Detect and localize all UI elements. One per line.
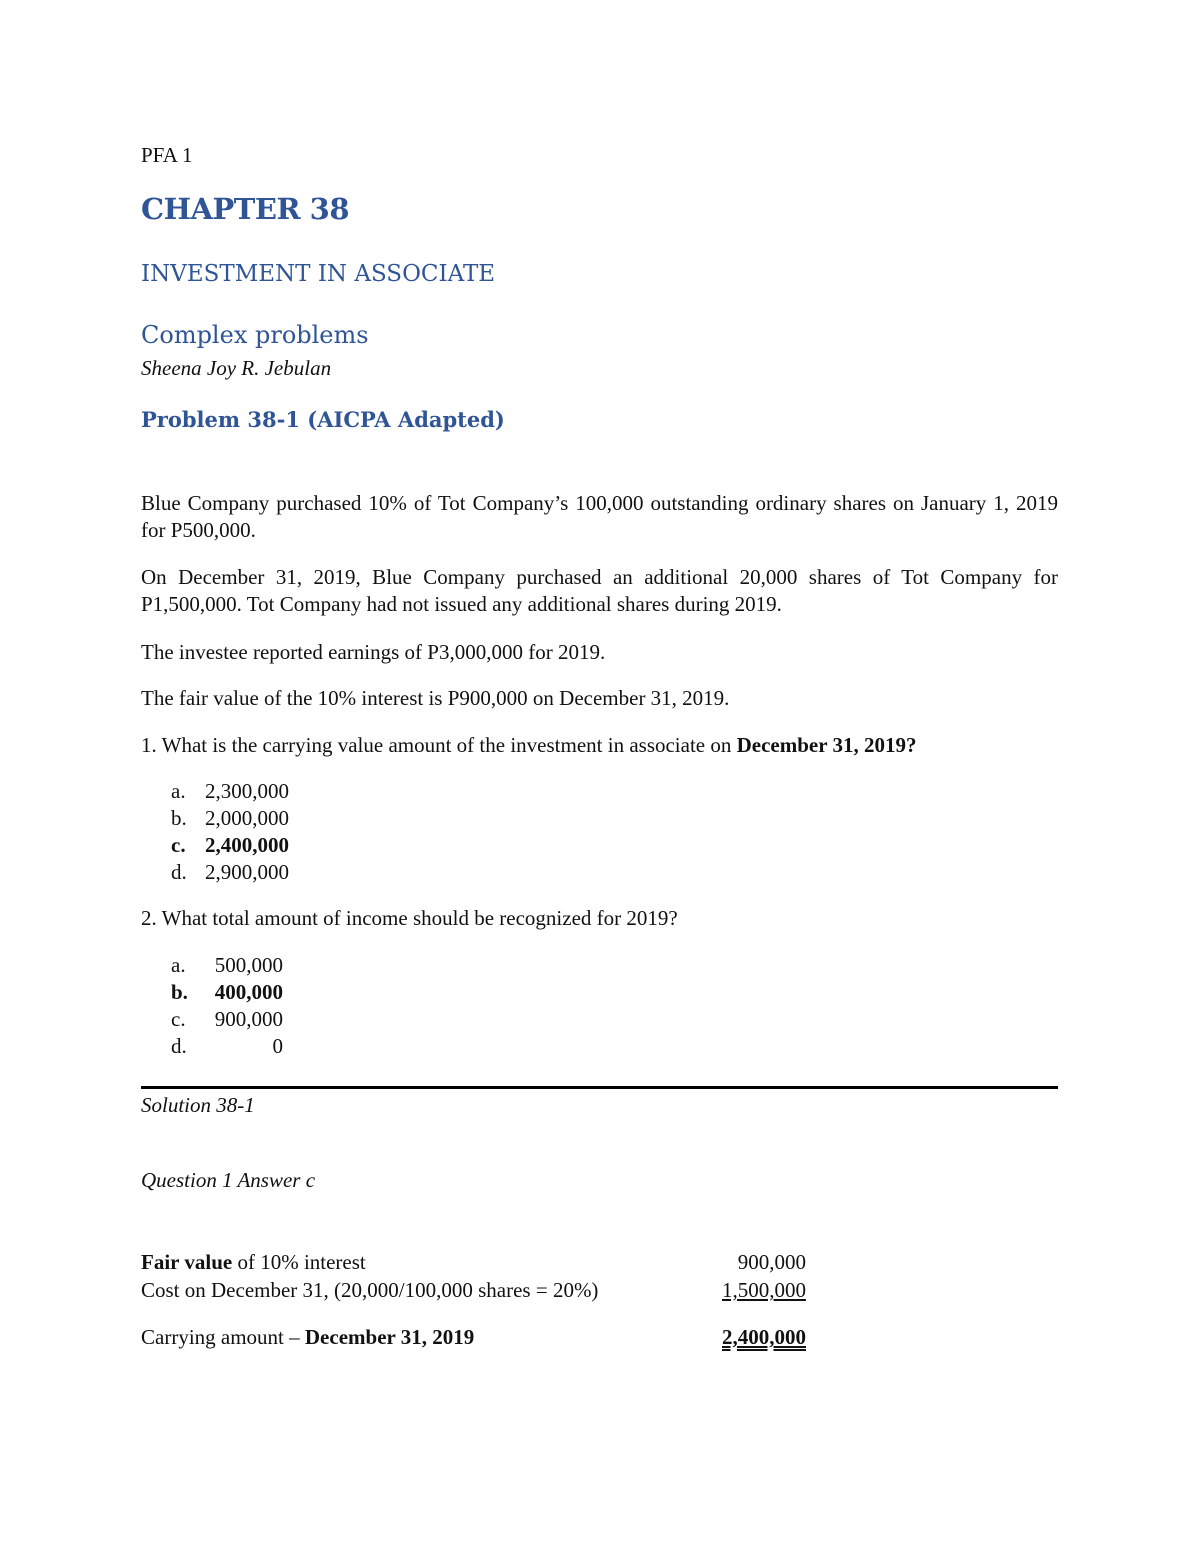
- problem-paragraph-1: Blue Company purchased 10% of Tot Company’s 100,000 outstanding ordinary shares on January 1, 2019 for P500,000.: [141, 491, 1058, 542]
- choice-2c: c. 900,000: [171, 1007, 283, 1031]
- topic-heading: INVESTMENT IN ASSOCIATE: [141, 261, 496, 287]
- carrying-amount-total: 2,400,000: [722, 1325, 806, 1349]
- problem-paragraph-3: The investee reported earnings of P3,000,000 for 2019.: [141, 640, 606, 664]
- chapter-title: CHAPTER 38: [141, 192, 350, 226]
- course-code: PFA 1: [141, 143, 193, 167]
- question-1-choices: [171, 778, 289, 886]
- question-2-choices: [171, 952, 283, 1060]
- calc-row-cost: Cost on December 31, (20,000/100,000 shares = 20%) 1,500,000: [141, 1278, 806, 1302]
- cost-amount: 1,500,000: [722, 1278, 806, 1302]
- choice-2b-answer: b. 400,000: [171, 980, 283, 1004]
- fair-value-amount: 900,000: [737, 1250, 806, 1274]
- section-heading: Complex problems: [141, 321, 369, 349]
- question-1-text: 1. What is the carrying value amount of the investment in associate on: [141, 733, 737, 757]
- problem-paragraph-2: On December 31, 2019, Blue Company purchased an additional 20,000 shares of Tot Company for P1,500,000. Tot Company had not issued any additional shares during 2019.: [141, 565, 1058, 616]
- author-name: Sheena Joy R. Jebulan: [141, 356, 332, 380]
- choice-2d: d. 0: [171, 1034, 283, 1058]
- question-1-date: December 31, 2019?: [736, 733, 917, 757]
- problem-title: Problem 38-1 (AICPA Adapted): [141, 407, 505, 432]
- question-2: 2. What total amount of income should be recognized for 2019?: [141, 906, 678, 930]
- choice-1c-answer: c. 2,400,000: [171, 833, 289, 857]
- solution-title: Solution 38-1: [141, 1093, 255, 1117]
- choice-1b: b. 2,000,000: [171, 806, 289, 830]
- choice-1a: a. 2,300,000: [171, 779, 289, 803]
- answer-1-label: Question 1 Answer c: [141, 1168, 316, 1192]
- section-divider: [141, 1086, 1058, 1089]
- choice-2a: a. 500,000: [171, 953, 283, 977]
- problem-paragraph-4: The fair value of the 10% interest is P900,000 on December 31, 2019.: [141, 686, 730, 710]
- calc-row-fair-value: Fair value of 10% interest 900,000: [141, 1250, 806, 1274]
- choice-1d: d. 2,900,000: [171, 860, 289, 884]
- calc-row-carrying-amount: Carrying amount – December 31, 2019 2,400,000: [141, 1325, 806, 1349]
- question-1: [141, 732, 1058, 759]
